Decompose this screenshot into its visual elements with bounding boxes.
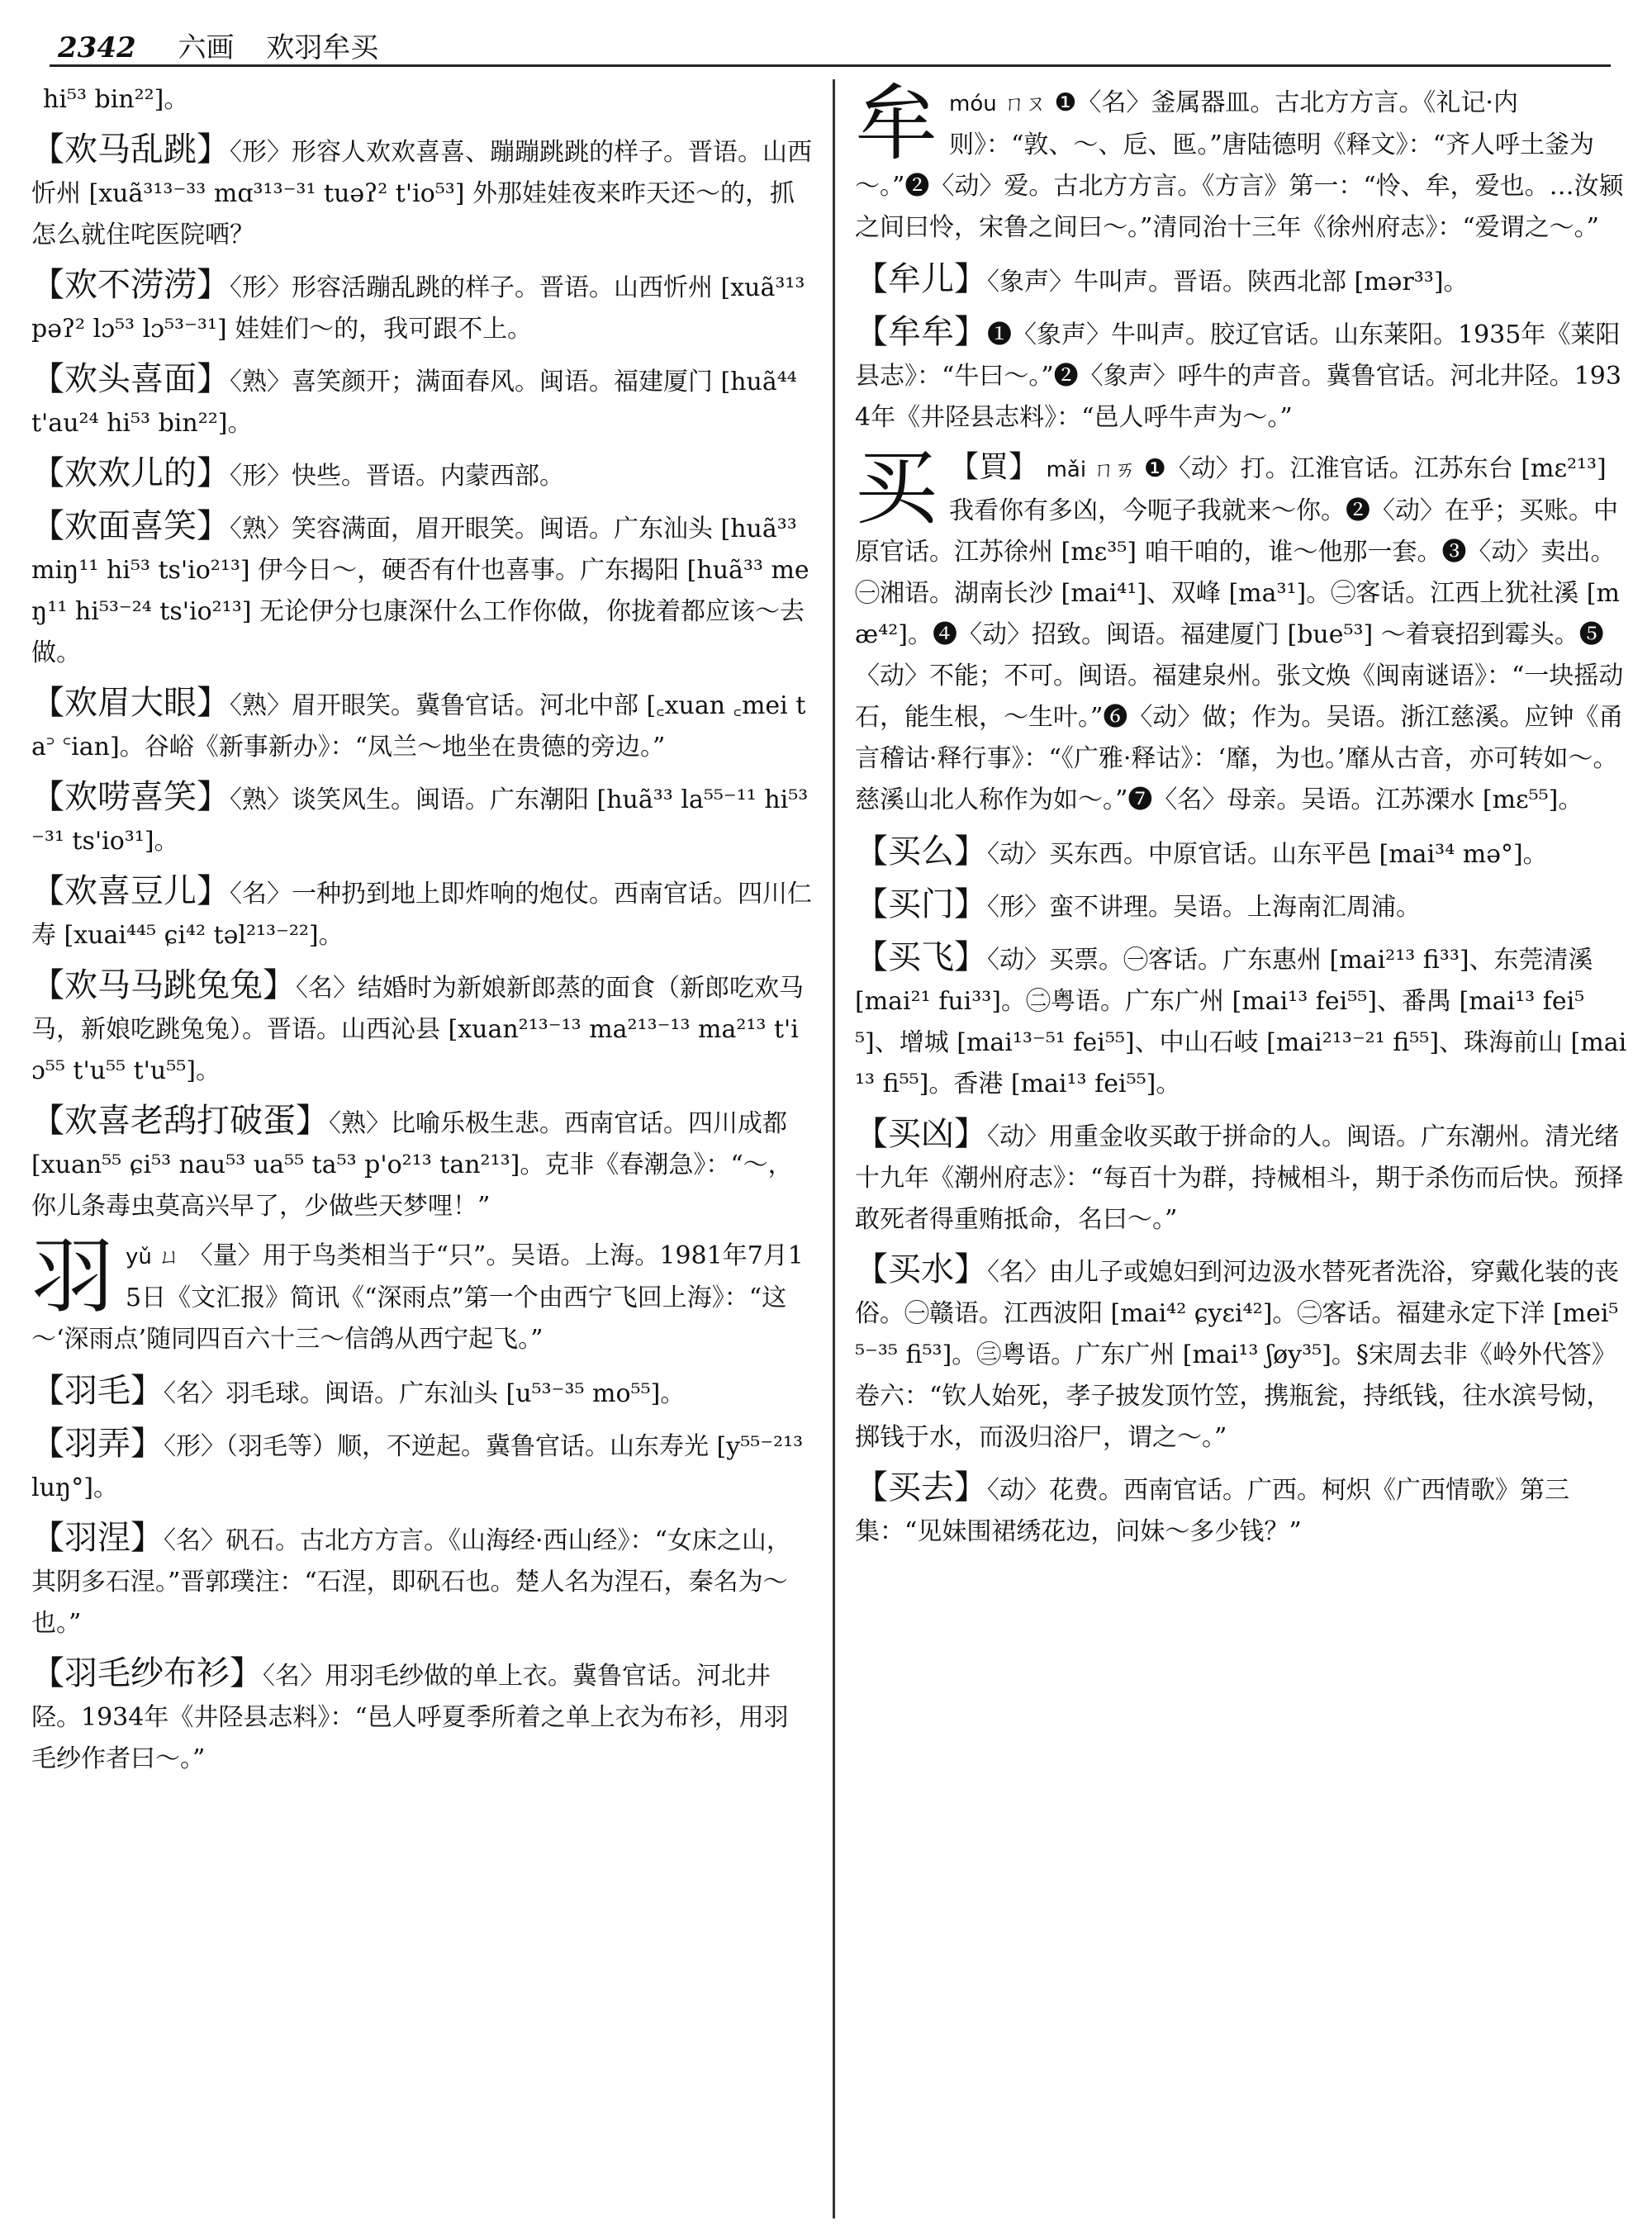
entry-headword: 【欢唠喜笑】 [31, 778, 230, 816]
character-entry [855, 79, 1627, 249]
entry [855, 937, 1627, 1105]
entry [855, 311, 1627, 439]
entry-body: 〈名〉羽毛球。闽语。广东汕头 [u⁵³⁻³⁵ mo⁵⁵]。 [164, 1379, 686, 1408]
page-number: 2342 [58, 31, 136, 64]
entry-headword: 【买飞】 [855, 938, 987, 976]
entry-headword: 【欢喜豆儿】 [31, 872, 230, 910]
character-pinyin: yǔ ㄩ [126, 1245, 181, 1269]
entry [31, 1370, 812, 1415]
entry [31, 1653, 812, 1780]
entry [31, 358, 812, 444]
entry-headword: 【欢马马跳兔兔】 [31, 966, 296, 1004]
entry-headword: 【买水】 [855, 1250, 987, 1288]
entry-headword: 【欢不涝涝】 [31, 266, 230, 304]
character-entry [855, 439, 1627, 821]
entry-headword: 【欢喜老鸹打破蛋】 [31, 1102, 329, 1140]
entry-body: 〈象声〉牛叫声。晋语。陕西北部 [mər³³]。 [987, 268, 1469, 297]
entry-body: 〈熟〉比喻乐极生悲。西南官话。四川成都 [xuan⁵⁵ ɕi⁵³ nau⁵³ ua⁵⁵ ta⁵³ p'o²¹³ tan²¹³]。克非《春潮急》：“～，你儿条毒虫莫高兴早了，少做些天梦哩！” [31, 1109, 793, 1221]
entry-headword: 【买么】 [855, 833, 987, 871]
entry-headword: 【欢欢儿的】 [31, 454, 230, 492]
entry [31, 682, 812, 768]
entry [31, 129, 812, 256]
entry-body: 〈动〉用重金收买敢于拼命的人。闽语。广东潮州。清光绪十九年《潮州府志》：“每百十为群，持械相斗，期于杀伤而后快。预择敢死者得重贿抵命，名曰～。” [855, 1122, 1624, 1234]
character-pinyin: mǎi ㄇㄞ [1046, 458, 1137, 482]
character-headword: 牟 [855, 79, 938, 172]
entry [855, 884, 1627, 928]
entry [31, 505, 812, 674]
entry-headword: 【牟牟】 [855, 313, 987, 351]
right-column [855, 79, 1627, 2218]
traditional-form: 【買】 [949, 450, 1039, 484]
entry-body: ❶〈象声〉牛叫声。胶辽官话。山东莱阳。1935年《莱阳县志》：“牛曰～。”❷〈象声〉呼牛的声音。冀鲁官话。河北井陉。1934年《井陉县志料》：“邑人呼牛声为～。” [855, 320, 1621, 432]
header-rule [50, 64, 1611, 67]
entry [31, 1517, 812, 1644]
entry-headword: 【买去】 [855, 1468, 987, 1506]
entry [31, 264, 812, 350]
entry-body: 〈名〉由儿子或媳妇到河边汲水替死者洗浴，穿戴化装的丧俗。㊀赣语。江西波阳 [mai⁴² ɕyɛi⁴²]。㊁客话。福建永定下洋 [mei⁵⁵⁻³⁵ fi⁵³]。㊂粤语。广东广州 [mai¹³ ʃøy³⁵]。§宋周去非《岭外代答》卷六：“钦人始死，孝子披发顶竹笠，携瓶瓮，持纸钱，往水滨号恸，掷钱于水，而汲归浴尸，谓之～。” [855, 1258, 1619, 1452]
entry-body: 〈形〉快些。晋语。内蒙西部。 [230, 462, 564, 491]
entry-body: 〈形〉形容活蹦乱跳的样子。晋语。山西忻州 [xuã³¹³ pəʔ² lɔ⁵³ lɔ⁵³⁻³¹] 娃娃们～的，我可跟不上。 [31, 273, 805, 344]
character-pinyin: móu ㄇㄡ [949, 92, 1047, 116]
character-body: ❶〈动〉打。江淮官话。江苏东台 [mɛ²¹³] 我看你有多凶，今呃子我就来～你。❷〈动〉在乎；买账。中原官话。江苏徐州 [mɛ³⁵] 咱干咱的，谁～他那一套。❸〈动〉卖出。㊀湘语。湖南长沙 [mai⁴¹]、双峰 [ma³¹]。㊁客话。江西上犹社溪 [mæ⁴²]。❹〈动〉招致。闽语。福建厦门 [bue⁵³] ～着衰招到霉头。❺〈动〉不能；不可。闽语。福建泉州。张文焕《闽南谜语》：“一块摇动石，能生根，～生叶。”❻〈动〉做；作为。吴语。浙江慈溪。应钟《甬言稽诂·释行事》：“《广雅·释诂》：‘靡，为也。’靡从古音，亦可转如～。慈溪山北人称作为如～。”❼〈名〉母亲。吴语。江苏溧水 [mɛ⁵⁵]。 [855, 454, 1624, 814]
entry [855, 1113, 1627, 1241]
character-headword: 羽 [31, 1228, 114, 1325]
entry [31, 871, 812, 956]
entry-body: 〈熟〉眉开眼笑。冀鲁官话。河北中部 [꜀xuan ꜀mei ta꜄ ꜂ian]。谷峪《新事新办》：“凤兰～地坐在贵德的旁边。” [31, 691, 806, 762]
entry-body: 〈形〉形容人欢欢喜喜、蹦蹦跳跳的样子。晋语。山西忻州 [xuã³¹³⁻³³ mɑ³¹³⁻³¹ tuəʔ² t'io⁵³] 外那娃娃夜来昨天还～的，抓怎么就住咤医院哂？ [31, 138, 812, 249]
entry [31, 453, 812, 497]
character-entry [31, 1228, 812, 1360]
entry-body: 〈熟〉谈笑风生。闽语。广东潮阳 [huã³³ la⁵⁵⁻¹¹ hi⁵³⁻³¹ ts'io³¹]。 [31, 785, 809, 856]
character-body: 〈量〉用于鸟类相当于“只”。吴语。上海。1981年7月15日《文汇报》简讯《“深雨点”第一个由西宁飞回上海》：“这～‘深雨点’随同四百六十三～信鸽从西宁起飞。” [31, 1241, 804, 1354]
entry [855, 259, 1627, 303]
entry [855, 1249, 1627, 1459]
section-label: 六画 [178, 31, 235, 64]
character-headword: 买 [855, 439, 938, 536]
entry-headword: 【欢面喜笑】 [31, 507, 230, 545]
entry-body: 〈形〉蛮不讲理。吴语。上海南汇周浦。 [987, 893, 1421, 922]
entry [855, 831, 1627, 875]
entry-headword: 【羽弄】 [31, 1425, 164, 1463]
entry-body: 〈熟〉喜笑颜开；满面春风。闽语。福建厦门 [huã⁴⁴ t'au²⁴ hi⁵³ bin²²]。 [31, 368, 797, 438]
entry-headword: 【欢马乱跳】 [31, 130, 230, 168]
entry-headword: 【欢眉大眼】 [31, 684, 230, 722]
entry [31, 965, 812, 1092]
entry-headword: 【牟儿】 [855, 260, 987, 298]
page-headwords: 欢羽牟买 [266, 31, 379, 64]
entry-body: 〈形〉（羽毛等）顺，不逆起。冀鲁官话。山东寿光 [y⁵⁵⁻²¹³ luŋ°]。 [31, 1432, 804, 1502]
entry-body: 〈动〉买票。㊀客话。广东惠州 [mai²¹³ fi³³]、东莞清溪 [mai²¹ fui³³]。㊁粤语。广东广州 [mai¹³ fei⁵⁵]、番禺 [mai¹³ fei⁵⁵]、增城 [mai¹³⁻⁵¹ fei⁵⁵]、中山石岐 [mai²¹³⁻²¹ fi⁵⁵]、珠海前山 [mai¹³ fi⁵⁵]。香港 [mai¹³ fei⁵⁵]。 [855, 946, 1627, 1098]
entry-headword: 【羽涅】 [31, 1519, 164, 1557]
entry-body: 〈熟〉笑容满面，眉开眼笑。闽语。广东汕头 [huã³³ miŋ¹¹ hi⁵³ ts'io²¹³] 伊今日～，硬否有什也喜事。广东揭阳 [huã³³ meŋ¹¹ hi⁵³⁻²⁴ ts'io²¹³] 无论伊分乜康深什么工作你做，你拢着都应该～去做。 [31, 515, 809, 667]
entry-headword: 【羽毛纱布衫】 [31, 1654, 263, 1692]
entry-headword: 【欢头喜面】 [31, 360, 230, 398]
entry-headword: 【羽毛】 [31, 1372, 164, 1410]
entry [31, 1423, 812, 1509]
entry-body: 〈动〉花费。西南官话。广西。柯炽《广西情歌》第三集：“见妹围裙绣花边，问妹～多少钱？” [855, 1476, 1569, 1546]
entry [855, 1467, 1627, 1553]
entry-body: 〈名〉矾石。古北方方言。《山海经·西山经》：“女床之山，其阴多石涅。”晋郭璞注：“石涅，即矾石也。楚人名为涅石，秦名为～也。” [31, 1526, 791, 1638]
entry-body: 〈名〉结婚时为新娘新郎蒸的面食（新郎吃欢马马，新娘吃跳兔兔）。晋语。山西沁县 [xuan²¹³⁻¹³ ma²¹³⁻¹³ ma²¹³ t'iɔ⁵⁵ t'u⁵⁵ t'u⁵⁵]。 [31, 974, 804, 1085]
character-body: ❶〈名〉釜属器皿。古北方方言。《礼记·内则》：“敦、～、卮、匜。”唐陆德明《释文》：“齐人呼土釜为～。”❷〈动〉爱。古北方方言。《方言》第一：“怜、牟，爱也。…汝颍之间曰怜，宋鲁之间曰～。”清同治十三年《徐州府志》：“爱谓之～。” [855, 88, 1624, 242]
continuation-text: hi⁵³ bin²²]。 [43, 85, 189, 114]
entry [31, 1100, 812, 1227]
entry-body: 〈动〉买东西。中原官话。山东平邑 [mai³⁴ mə°]。 [987, 840, 1548, 869]
entry-body: 〈名〉一种扔到地上即炸响的炮仗。西南官话。四川仁寿 [xuai⁴⁴⁵ ɕi⁴² təl²¹³⁻²²]。 [31, 880, 812, 950]
entry-headword: 【买凶】 [855, 1115, 987, 1153]
entry [31, 776, 812, 862]
column-divider [833, 79, 835, 2218]
entry-headword: 【买门】 [855, 885, 987, 923]
entry-body: 〈名〉用羽毛纱做的单上衣。冀鲁官话。河北井陉。1934年《井陉县志料》：“邑人呼夏季所着之单上衣为布衫，用羽毛纱作者曰～。” [31, 1662, 789, 1773]
left-column [31, 79, 812, 2218]
